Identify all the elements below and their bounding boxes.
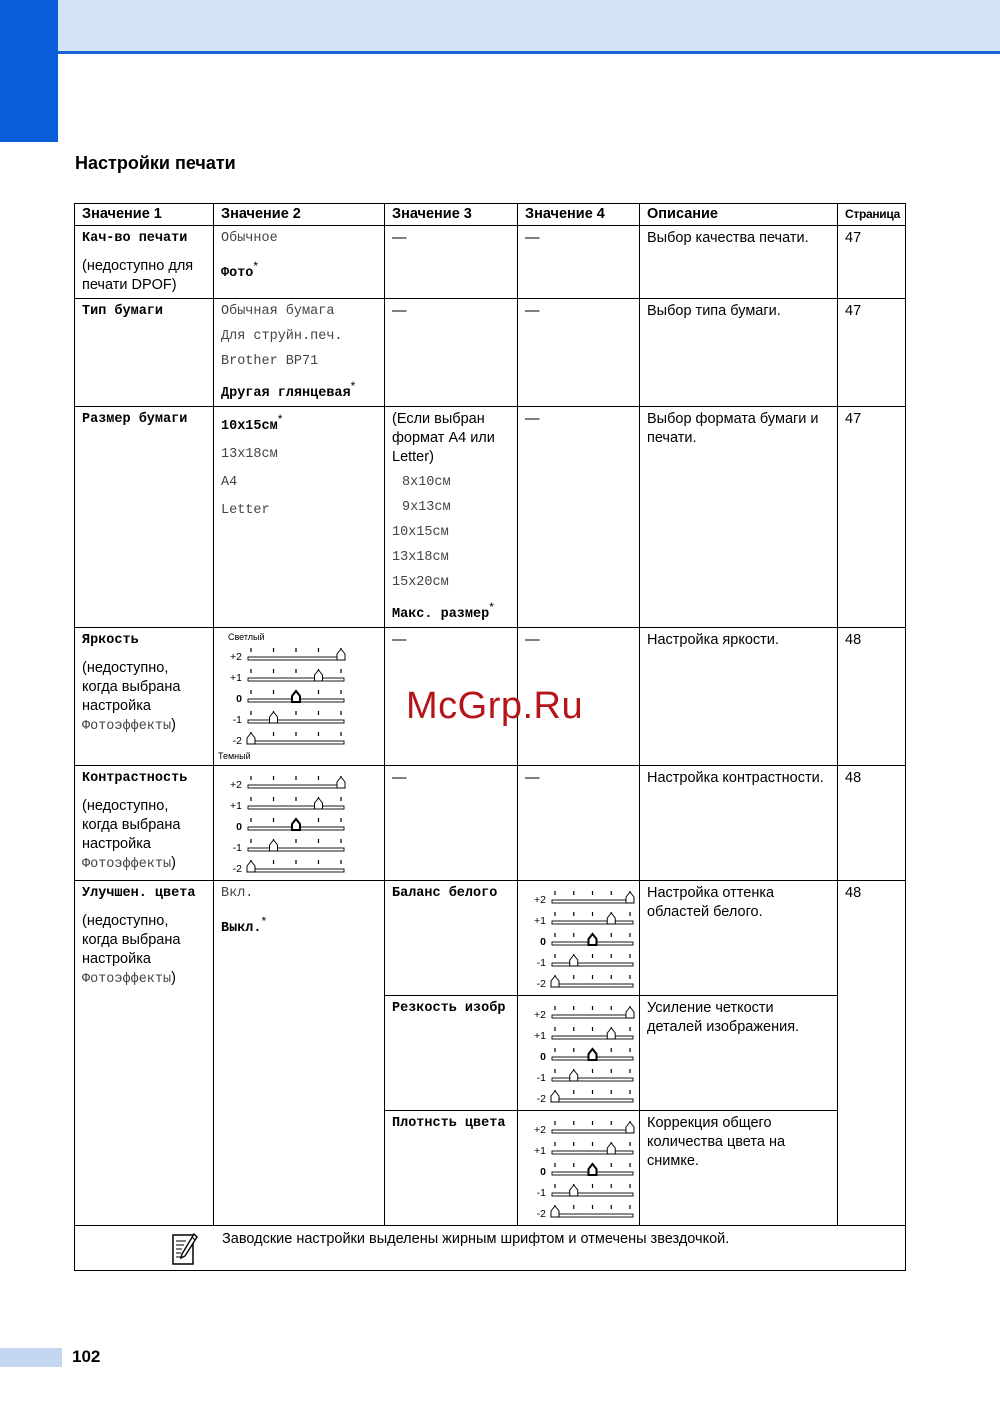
description: Выбор типа бумаги. <box>640 299 838 407</box>
sub-setting-name: Плотнсть цвета <box>392 1115 506 1131</box>
option: Для струйн.печ. <box>221 329 343 344</box>
note-close: ) <box>171 716 176 733</box>
default-star: * <box>253 259 259 273</box>
slider-handle <box>589 1049 597 1060</box>
slider-handle <box>247 733 255 744</box>
slider-level <box>534 1006 634 1021</box>
slider-track <box>552 1036 633 1039</box>
print-settings-table <box>74 203 906 1271</box>
slider-level-label: -1 <box>536 956 546 969</box>
slider-level-label: -1 <box>232 713 242 726</box>
slider-handle <box>626 1122 634 1133</box>
option: Обычная бумага <box>221 304 335 319</box>
slider-handle <box>551 1091 559 1102</box>
setting-name: Улучшен. цвета <box>82 885 196 901</box>
slider-level <box>537 975 633 990</box>
slider-level-label: +2 <box>534 1008 546 1021</box>
slider-level <box>230 776 345 791</box>
slider-level <box>540 933 633 948</box>
slider-level-label: 0 <box>236 820 242 833</box>
value4: — <box>518 765 640 880</box>
table-row <box>75 880 906 995</box>
page-ref: 47 <box>838 226 906 299</box>
slider-handle <box>607 1143 615 1154</box>
photo-effects-ref: Фотоэффекты <box>82 856 172 872</box>
brightness-slider-graphic <box>218 630 348 761</box>
slider-track <box>248 657 344 660</box>
slider-level-label: 0 <box>540 935 546 948</box>
slider-level <box>534 891 634 906</box>
option: Brother BP71 <box>221 354 319 369</box>
slider-bottom-label: Темный <box>218 750 251 761</box>
slider-level <box>537 1090 633 1105</box>
header-value1: Значение 1 <box>75 204 214 226</box>
setting-name: Контрастность <box>82 770 188 786</box>
slider-handle <box>551 1206 559 1217</box>
slider-level <box>537 1069 633 1084</box>
slider-handle <box>337 777 345 788</box>
default-star: * <box>350 379 356 393</box>
page-number: 102 <box>72 1347 101 1366</box>
slider-level-label: 0 <box>236 692 242 705</box>
description: Выбор формата бумаги и печати. <box>640 406 838 627</box>
slider-level <box>537 1184 633 1199</box>
slider-level-label: +1 <box>534 1029 546 1042</box>
slider-level-label: +2 <box>230 650 242 663</box>
slider-level-label: -2 <box>536 1092 546 1105</box>
slider-handle <box>626 892 634 903</box>
slider-track <box>552 1130 633 1133</box>
slider-level <box>540 1163 633 1178</box>
slider-handle <box>570 1185 578 1196</box>
slider-level <box>230 648 345 663</box>
slider-handle <box>292 819 300 830</box>
footnote-row <box>75 1225 906 1270</box>
value3-note: (Если выбран формат А4 или Letter) <box>392 410 495 465</box>
slider-level-label: 0 <box>540 1050 546 1063</box>
description: Коррекция общего количества цвета на снимке. <box>640 1110 838 1225</box>
slider-track <box>552 1151 633 1154</box>
watermark: McGrp.Ru <box>406 685 584 727</box>
slider-track <box>552 1099 633 1102</box>
slider-level <box>233 860 344 875</box>
slider-track <box>248 869 344 872</box>
photo-effects-ref: Фотоэффекты <box>82 971 172 987</box>
description: Настройка контрастности. <box>640 765 838 880</box>
value4: — <box>518 299 640 407</box>
slider-track <box>552 963 633 966</box>
slider-track <box>248 785 344 788</box>
slider-track <box>552 921 633 924</box>
slider-level-label: +1 <box>230 671 242 684</box>
setting-note: (недоступно, когда выбрана настройка <box>82 912 181 967</box>
slider-handle <box>626 1007 634 1018</box>
option: Letter <box>221 502 270 518</box>
slider-track <box>552 984 633 987</box>
slider-handle <box>607 913 615 924</box>
slider-handle <box>607 1028 615 1039</box>
option-default: 10x15см <box>221 418 278 434</box>
contrast-slider-graphic <box>218 768 348 878</box>
option: Обычное <box>221 231 278 246</box>
slider-handle <box>292 691 300 702</box>
option: 10x15см <box>392 524 449 540</box>
value4: — <box>518 627 640 765</box>
slider-level-label: +2 <box>534 893 546 906</box>
footnote-text: Заводские настройки выделены жирным шрифтом и отмечены звездочкой. <box>222 1230 730 1247</box>
sharpness-slider-graphic <box>522 998 637 1108</box>
slider-level <box>534 1142 633 1157</box>
slider-track <box>248 848 344 851</box>
slider-track <box>248 678 344 681</box>
setting-name: Кач-во печати <box>82 231 188 246</box>
header-line <box>58 51 1000 54</box>
description: Выбор качества печати. <box>640 226 838 299</box>
white-balance-slider-graphic <box>522 883 637 993</box>
option: 13x18см <box>221 446 278 462</box>
default-star: * <box>261 913 267 928</box>
slider-level-label: -2 <box>536 1207 546 1220</box>
slider-level <box>540 1048 633 1063</box>
note-pencil-icon <box>172 1232 198 1266</box>
slider-handle <box>247 861 255 872</box>
slider-track <box>248 806 344 809</box>
header-page: Страница <box>838 204 906 226</box>
page-ref: 47 <box>838 406 906 627</box>
slider-handle <box>570 955 578 966</box>
slider-level <box>534 1027 633 1042</box>
footer-band <box>0 1348 62 1367</box>
option: 15x20см <box>392 574 449 590</box>
slider-track <box>552 1193 633 1196</box>
header-tab-block <box>0 0 58 142</box>
option-default: Выкл. <box>221 920 262 936</box>
option-default: Макс. размер <box>392 606 490 622</box>
option-default: Другая глянцевая <box>221 385 351 401</box>
photo-effects-ref: Фотоэффекты <box>82 718 172 734</box>
slider-handle <box>270 840 278 851</box>
page-ref: 48 <box>838 627 906 765</box>
note-close: ) <box>171 854 176 871</box>
header-value2: Значение 2 <box>214 204 385 226</box>
slider-track <box>552 1078 633 1081</box>
slider-level-label: 0 <box>540 1165 546 1178</box>
slider-level <box>233 732 344 747</box>
slider-handle <box>589 1164 597 1175</box>
setting-note: (недоступно, когда выбрана настройка <box>82 797 181 852</box>
slider-level <box>230 669 344 684</box>
slider-handle <box>337 649 345 660</box>
table-row <box>75 406 906 627</box>
page-ref: 48 <box>838 880 906 1225</box>
slider-level-label: -2 <box>232 862 242 875</box>
default-star: * <box>277 411 283 426</box>
slider-level-label: -1 <box>536 1186 546 1199</box>
slider-track <box>248 741 344 744</box>
setting-name: Размер бумаги <box>82 411 188 427</box>
value3: — <box>385 627 518 765</box>
slider-handle <box>570 1070 578 1081</box>
table-row <box>75 299 906 407</box>
section-title: Настройки печати <box>75 153 236 173</box>
option: 8x10см <box>402 474 451 490</box>
slider-level-label: -1 <box>536 1071 546 1084</box>
setting-name: Яркость <box>82 632 139 648</box>
slider-level <box>236 818 344 833</box>
setting-name: Тип бумаги <box>82 304 164 319</box>
slider-level-label: +1 <box>534 914 546 927</box>
option-default: Фото <box>221 265 254 281</box>
table-row <box>75 765 906 880</box>
slider-handle <box>551 976 559 987</box>
option: A4 <box>221 474 238 490</box>
slider-track <box>248 720 344 723</box>
value3: — <box>385 226 518 299</box>
setting-note: (недоступно для печати DPOF) <box>82 258 194 293</box>
option: 9x13см <box>402 499 451 515</box>
value4: — <box>518 406 640 627</box>
slider-level-label: -2 <box>536 977 546 990</box>
header-value3: Значение 3 <box>385 204 518 226</box>
slider-level-label: +2 <box>534 1123 546 1136</box>
value3: — <box>385 765 518 880</box>
slider-level <box>230 797 344 812</box>
slider-level-label: +2 <box>230 778 242 791</box>
option: Вкл. <box>221 885 254 901</box>
header-band <box>0 0 1000 52</box>
slider-level <box>236 690 344 705</box>
table-header-row <box>75 204 906 226</box>
slider-top-label: Светлый <box>228 631 265 642</box>
slider-track <box>552 900 633 903</box>
sub-setting-name: Баланс белого <box>392 885 498 901</box>
slider-handle <box>589 934 597 945</box>
slider-level <box>534 912 633 927</box>
default-star: * <box>489 599 494 614</box>
slider-level <box>233 711 344 726</box>
slider-level-label: +1 <box>534 1144 546 1157</box>
slider-track <box>552 1015 633 1018</box>
slider-handle <box>315 670 323 681</box>
header-value4: Значение 4 <box>518 204 640 226</box>
slider-handle <box>270 712 278 723</box>
header-description: Описание <box>640 204 838 226</box>
note-close: ) <box>171 969 176 986</box>
color-density-slider-graphic <box>522 1113 637 1223</box>
slider-level-label: +1 <box>230 799 242 812</box>
page-ref: 47 <box>838 299 906 407</box>
sub-setting-name: Резкость изобр <box>392 1000 506 1016</box>
slider-level <box>537 954 633 969</box>
value4: — <box>518 226 640 299</box>
slider-level-label: -1 <box>232 841 242 854</box>
option: 13x18см <box>392 549 449 565</box>
slider-track <box>552 1214 633 1217</box>
setting-note: (недоступно, когда выбрана настройка <box>82 659 181 714</box>
page-ref: 48 <box>838 765 906 880</box>
description: Настройка яркости. <box>640 627 838 765</box>
slider-handle <box>315 798 323 809</box>
slider-level-label: -2 <box>232 734 242 747</box>
table-row <box>75 226 906 299</box>
description: Настройка оттенка областей белого. <box>640 880 838 995</box>
description: Усиление четкости деталей изображения. <box>640 995 838 1110</box>
value3: — <box>385 299 518 407</box>
slider-level <box>534 1121 634 1136</box>
slider-level <box>537 1205 633 1220</box>
slider-level <box>233 839 344 854</box>
